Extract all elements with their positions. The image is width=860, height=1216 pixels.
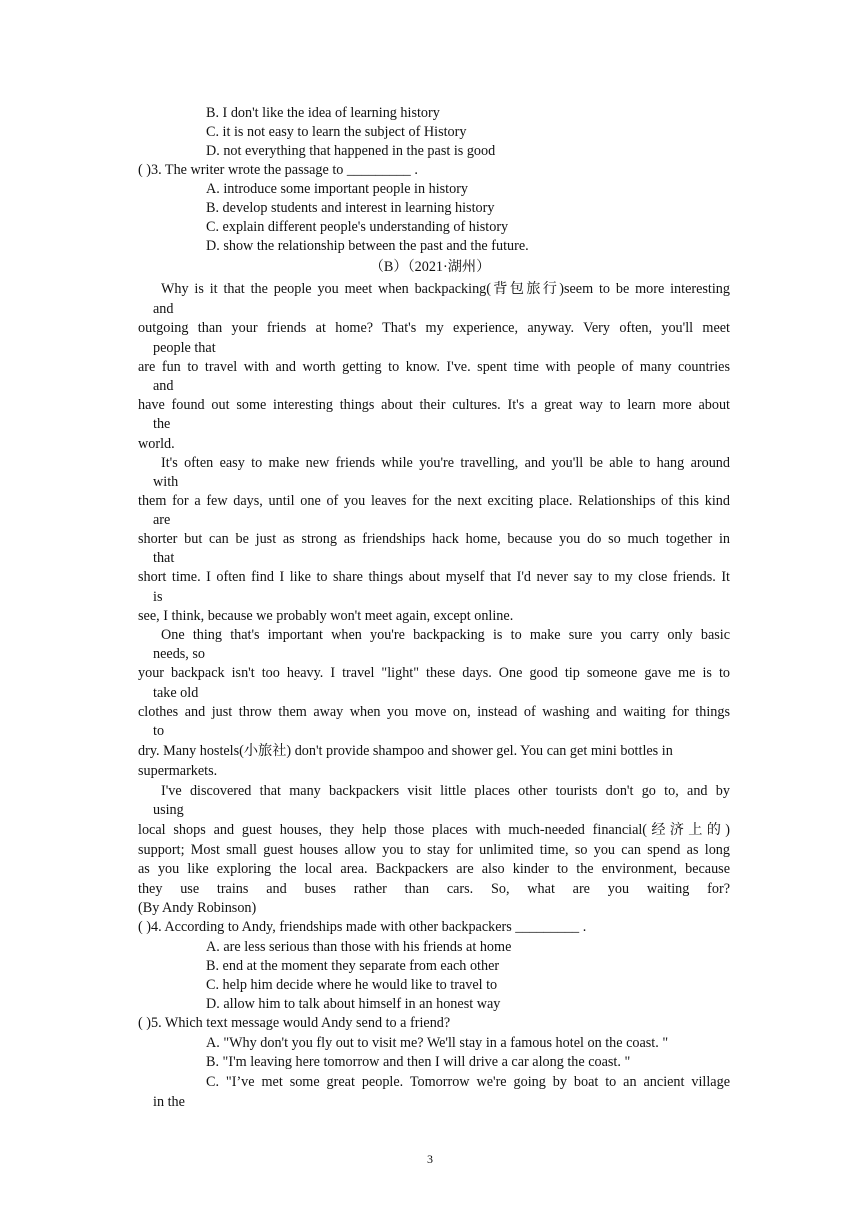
- passage-line: dry. Many hostels(小旅社) don't provide shampoo and shower gel. You can get mini bottles in: [138, 743, 673, 759]
- q3-option-b: B. develop students and interest in learning history: [206, 200, 495, 216]
- passage-line: is: [153, 589, 163, 605]
- passage-line: clothes and just throw them away when you move on, instead of washing and waiting for things: [138, 704, 730, 720]
- q4-stem: ( )4. According to Andy, friendships made with other backpackers _________ .: [138, 919, 587, 935]
- q5-option-c: C. "I’ve met some great people. Tomorrow we're going by boat to an ancient village: [206, 1074, 730, 1090]
- passage-line: using: [153, 802, 184, 818]
- passage-line: as you like exploring the local area. Backpackers are also kinder to the environment, because: [138, 861, 730, 877]
- q2-option-b: B. I don't like the idea of learning history: [206, 105, 440, 121]
- passage-line: see, I think, because we probably won't meet again, except online.: [138, 608, 514, 624]
- section-b-title: （B）（2021·湖州）: [369, 259, 491, 275]
- passage-line: support; Most small guest houses allow you to stay for unlimited time, so you can spend as long: [138, 842, 730, 858]
- passage-line: Why is it that the people you meet when backpacking(背包旅行)seem to be more interesting: [161, 281, 730, 297]
- passage-line: It's often easy to make new friends while you're travelling, and you'll be able to hang around: [161, 455, 730, 471]
- passage-line: outgoing than your friends at home? That's my experience, anyway. Very often, you'll meet: [138, 320, 730, 336]
- passage-line: I've discovered that many backpackers visit little places other tourists don't go to, and by: [161, 783, 730, 799]
- passage-line: people that: [153, 340, 216, 356]
- q2-option-d: D. not everything that happened in the past is good: [206, 143, 496, 159]
- passage-line: needs, so: [153, 646, 206, 662]
- q4-option-d: D. allow him to talk about himself in an honest way: [206, 996, 501, 1012]
- page-number: 3: [427, 1152, 433, 1166]
- q3-option-a: A. introduce some important people in history: [206, 181, 469, 197]
- passage-line: that: [153, 550, 175, 566]
- passage-line: short time. I often find I like to share things about myself that I'd never say to my close friends. It: [138, 569, 730, 585]
- passage-line: to: [153, 723, 165, 739]
- q5-option-a: A. "Why don't you fly out to visit me? We'll stay in a famous hotel on the coast. ": [206, 1035, 669, 1051]
- passage-author: (By Andy Robinson): [138, 900, 257, 916]
- passage-line: and: [153, 378, 174, 394]
- q5-stem: ( )5. Which text message would Andy send to a friend?: [138, 1015, 451, 1031]
- passage-line: they use trains and buses rather than cars. So, what are you waiting for?: [138, 881, 730, 897]
- q3-option-d: D. show the relationship between the past and the future.: [206, 238, 529, 254]
- passage-line: supermarkets.: [138, 763, 218, 779]
- passage-line: the: [153, 416, 171, 432]
- passage-line: shorter but can be just as strong as friendships hack home, because you do so much together in: [138, 531, 730, 547]
- passage-line: and: [153, 301, 174, 317]
- q4-option-a: A. are less serious than those with his friends at home: [206, 939, 512, 955]
- q5-option-c-continued: in the: [153, 1094, 185, 1110]
- passage-line: them for a few days, until one of you leaves for the next exciting place. Relationships of this kind: [138, 493, 730, 509]
- q3-stem: ( )3. The writer wrote the passage to _________ .: [138, 162, 418, 178]
- passage-line: have found out some interesting things about their cultures. It's a great way to learn more about: [138, 397, 730, 413]
- passage-line: are: [153, 512, 171, 528]
- q2-option-c: C. it is not easy to learn the subject of History: [206, 124, 467, 140]
- q4-option-b: B. end at the moment they separate from each other: [206, 958, 500, 974]
- passage-line: your backpack isn't too heavy. I travel "light" these days. One good tip someone gave me is to: [138, 665, 730, 681]
- q4-option-c: C. help him decide where he would like to travel to: [206, 977, 498, 993]
- q3-option-c: C. explain different people's understanding of history: [206, 219, 509, 235]
- passage-line: are fun to travel with and worth getting to know. I've. spent time with people of many countries: [138, 359, 730, 375]
- passage-line: local shops and guest houses, they help those places with much-needed financial(经济上的): [138, 822, 730, 838]
- passage-line: One thing that's important when you're backpacking is to make sure you carry only basic: [161, 627, 730, 643]
- q5-option-b: B. "I'm leaving here tomorrow and then I will drive a car along the coast. ": [206, 1054, 631, 1070]
- passage-line: world.: [138, 436, 175, 452]
- passage-line: take old: [153, 685, 199, 701]
- passage-line: with: [153, 474, 179, 490]
